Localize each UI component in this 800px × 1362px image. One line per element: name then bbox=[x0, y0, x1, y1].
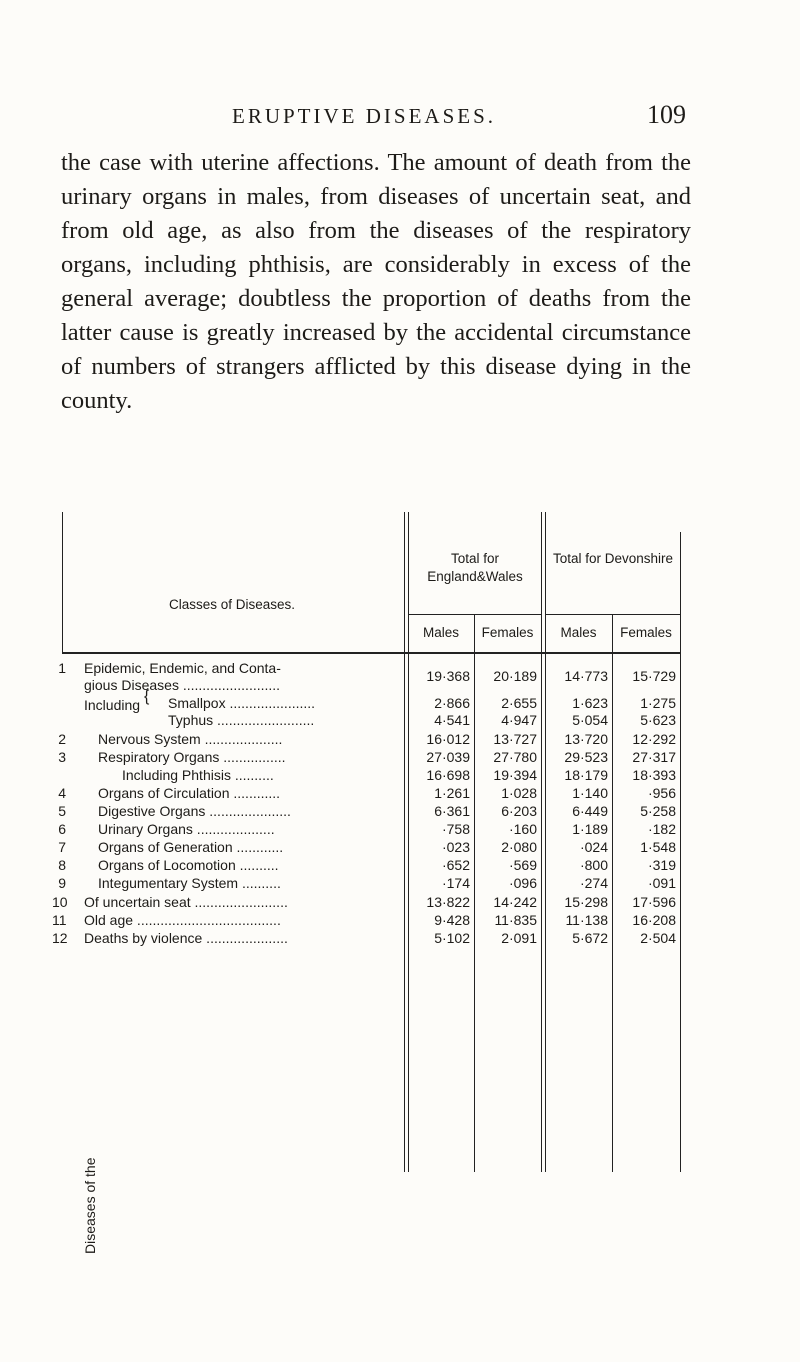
row-label: Organs of Locomotion .......... bbox=[98, 857, 279, 873]
row-number: 2 bbox=[58, 731, 66, 747]
cell-dv-males: ·024 bbox=[579, 839, 608, 855]
dv-females-header: Females bbox=[620, 625, 672, 640]
row-number: 8 bbox=[58, 857, 66, 873]
cell-ew-males: ·652 bbox=[441, 857, 470, 873]
row-number: 7 bbox=[58, 839, 66, 855]
disease-table bbox=[0, 512, 800, 1254]
cell-dv-males: ·274 bbox=[579, 875, 608, 891]
cell-ew-males: 4·541 bbox=[434, 712, 470, 728]
england-wales-header: Total for England&Wales bbox=[427, 551, 523, 584]
cell-dv-females: 5·623 bbox=[640, 712, 676, 728]
row-number: 5 bbox=[58, 803, 66, 819]
cell-dv-males: 18·179 bbox=[564, 767, 608, 783]
cell-dv-males: 1·189 bbox=[572, 821, 608, 837]
cell-dv-females: 12·292 bbox=[632, 731, 676, 747]
table-left-rule bbox=[62, 512, 63, 652]
cell-ew-females: ·160 bbox=[508, 821, 537, 837]
row-label: Integumentary System .......... bbox=[98, 875, 281, 891]
cell-ew-females: 13·727 bbox=[493, 731, 537, 747]
ew-females-header: Females bbox=[481, 625, 534, 640]
cell-dv-males: 6·449 bbox=[572, 803, 608, 819]
row-label: Respiratory Organs ................ bbox=[98, 749, 286, 765]
row-number: 6 bbox=[58, 821, 66, 837]
cell-ew-males: 19·368 bbox=[426, 668, 470, 684]
cell-ew-males: ·174 bbox=[441, 875, 470, 891]
cell-dv-males: 29·523 bbox=[564, 749, 608, 765]
page-header bbox=[0, 82, 800, 129]
row-number: 4 bbox=[58, 785, 66, 801]
cell-dv-females: 1·548 bbox=[640, 839, 676, 855]
table-divider-rule-1 bbox=[404, 512, 405, 1172]
ew-sub-rule bbox=[408, 614, 542, 615]
running-title: ERUPTIVE DISEASES. bbox=[232, 104, 497, 128]
cell-dv-males: 5·054 bbox=[572, 712, 608, 728]
row-label: Typhus ......................... bbox=[168, 712, 315, 728]
header-bottom-rule bbox=[62, 652, 680, 654]
cell-ew-males: 9·428 bbox=[434, 912, 470, 928]
cell-ew-females: 27·780 bbox=[493, 749, 537, 765]
page-number: 109 bbox=[647, 100, 686, 129]
dv-sub-rule bbox=[545, 614, 681, 615]
row-label: Organs of Generation ............ bbox=[98, 839, 284, 855]
cell-ew-females: 2·091 bbox=[501, 930, 537, 946]
cell-ew-males: 6·361 bbox=[434, 803, 470, 819]
body-paragraph: the case with uterine affections. The amount of death from the urinary organs in males, from diseases of uncertain seat, and from old age, as also from the diseases of the respiratory organs, including phthisis, are considerably in excess of the general average; doubtless the proportion of deaths from the latter cause is greatly increased by the accidental circumstance of numbers of strangers afflicted by this disease dying in the county. bbox=[61, 149, 691, 414]
cell-ew-females: 6·203 bbox=[501, 803, 537, 819]
cell-dv-females: 2·504 bbox=[640, 930, 676, 946]
cell-ew-females: 14·242 bbox=[493, 894, 537, 910]
cell-dv-females: 17·596 bbox=[632, 894, 676, 910]
cell-dv-males: 1·623 bbox=[572, 695, 608, 711]
row-label: Including Phthisis .......... bbox=[122, 767, 274, 783]
ew-males-header: Males bbox=[422, 625, 459, 640]
row-label: gious Diseases ......................... bbox=[84, 677, 281, 693]
row-number: 3 bbox=[58, 749, 66, 765]
row-number: 9 bbox=[58, 875, 66, 891]
table-right-rule bbox=[680, 532, 681, 1172]
devonshire-header: Total for Devonshire bbox=[552, 551, 674, 566]
cell-ew-females: ·096 bbox=[508, 875, 537, 891]
cell-ew-females: 19·394 bbox=[493, 767, 537, 783]
row-label: Deaths by violence ..................... bbox=[84, 930, 288, 946]
including-brace: { bbox=[144, 688, 150, 705]
including-label: Including bbox=[84, 697, 141, 713]
row-number: 1 bbox=[58, 660, 66, 676]
cell-ew-males: 1·261 bbox=[434, 785, 470, 801]
cell-ew-males: 5·102 bbox=[434, 930, 470, 946]
cell-ew-males: ·758 bbox=[441, 821, 470, 837]
cell-ew-males: 27·039 bbox=[426, 749, 470, 765]
dv-males-header: Males bbox=[560, 625, 597, 640]
cell-dv-males: 5·672 bbox=[572, 930, 608, 946]
cell-dv-males: 11·138 bbox=[565, 912, 608, 928]
cell-dv-females: 27·317 bbox=[632, 749, 676, 765]
cell-ew-males: 2·866 bbox=[434, 695, 470, 711]
row-label: Old age ..................................... bbox=[84, 912, 281, 928]
row-label: Epidemic, Endemic, and Conta- bbox=[84, 660, 281, 676]
side-label: Diseases of the bbox=[82, 1157, 98, 1254]
cell-ew-females: 11·835 bbox=[494, 912, 537, 928]
cell-dv-females: ·319 bbox=[647, 857, 676, 873]
cell-dv-females: 1·275 bbox=[640, 695, 676, 711]
row-label: Urinary Organs .................... bbox=[98, 821, 275, 837]
cell-dv-males: 14·773 bbox=[564, 668, 608, 684]
row-label: Of uncertain seat ........................ bbox=[84, 894, 288, 910]
cell-ew-males: 16·012 bbox=[426, 731, 470, 747]
cell-dv-females: ·956 bbox=[647, 785, 676, 801]
cell-dv-males: 1·140 bbox=[572, 785, 608, 801]
row-number: 12 bbox=[52, 930, 68, 946]
cell-dv-females: ·091 bbox=[647, 875, 676, 891]
cell-dv-females: ·182 bbox=[647, 821, 676, 837]
cell-ew-females: 1·028 bbox=[501, 785, 537, 801]
row-number: 11 bbox=[52, 912, 67, 928]
cell-ew-males: 13·822 bbox=[426, 894, 470, 910]
row-label: Smallpox ...................... bbox=[168, 695, 316, 711]
cell-dv-females: 5·258 bbox=[640, 803, 676, 819]
row-label: Nervous System .................... bbox=[98, 731, 283, 747]
cell-ew-females: 4·947 bbox=[501, 712, 537, 728]
row-number: 10 bbox=[52, 894, 68, 910]
cell-dv-males: 13·720 bbox=[564, 731, 608, 747]
cell-ew-females: ·569 bbox=[508, 857, 537, 873]
cell-dv-females: 15·729 bbox=[632, 668, 676, 684]
cell-ew-females: 2·080 bbox=[501, 839, 537, 855]
cell-dv-males: 15·298 bbox=[564, 894, 608, 910]
cell-ew-males: ·023 bbox=[441, 839, 470, 855]
cell-ew-females: 2·655 bbox=[501, 695, 537, 711]
row-label: Digestive Organs ..................... bbox=[98, 803, 291, 819]
cell-dv-males: ·800 bbox=[579, 857, 608, 873]
classes-header: Classes of Diseases. bbox=[168, 597, 296, 612]
cell-dv-females: 16·208 bbox=[632, 912, 676, 928]
cell-ew-females: 20·189 bbox=[493, 668, 537, 684]
cell-dv-females: 18·393 bbox=[632, 767, 676, 783]
cell-ew-males: 16·698 bbox=[426, 767, 470, 783]
table-divider-rule-3 bbox=[541, 512, 542, 1172]
row-label: Organs of Circulation ............ bbox=[98, 785, 281, 801]
